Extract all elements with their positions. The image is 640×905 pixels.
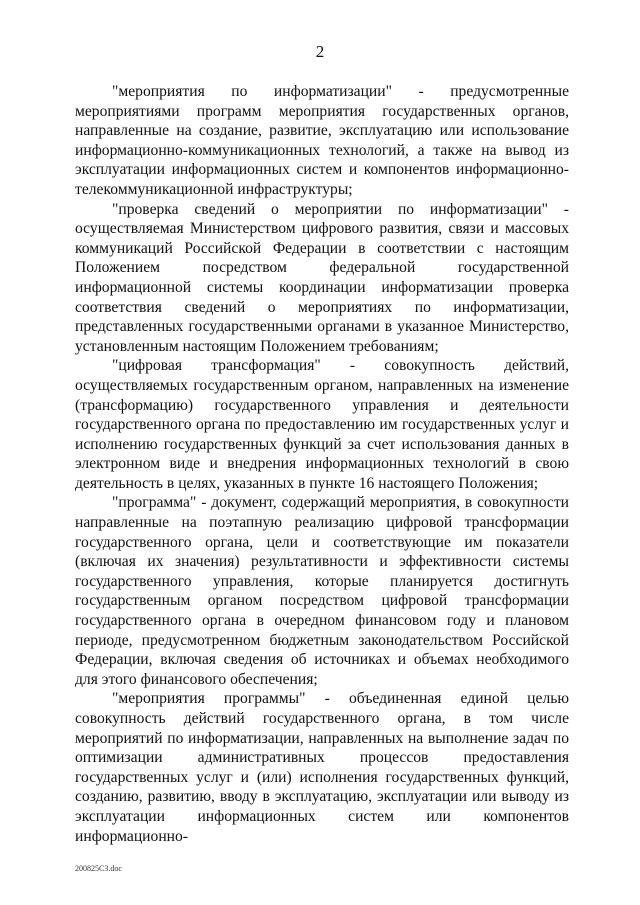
definition-paragraph-digital-transformation: "цифровая трансформация" - совокупность действий, осуществляемых государственным органом, направленных на изменение (трансформацию) государственного управления и деятельности государственного органа по предоставлению им государственных услуг и исполнению государственных функций за счет использования данных в электронном виде и внедрения информационных технологий в свою деятельность в целях, указанных в пункте 16 настоящего Положения;	[75, 357, 569, 492]
page-number: 2	[315, 42, 325, 61]
definition-paragraph-program: "программа" - документ, содержащий мероприятия, в совокупности направленные на поэтапную реализацию цифровой трансформации государственного органа, цели и соответствующие им показатели (включая их значения) результативности и эффективности системы государственного управления, которые планируется достигнуть государственным органом посредством цифровой трансформации государственного органа в очередном финансовом году и плановом периоде, предусмотренном бюджетным законодательством Российской Федерации, включая сведения об источниках и объемах необходимого для этого финансового обеспечения;	[75, 494, 569, 688]
footer-file-code: 200825C3.doc	[75, 864, 122, 873]
definition-paragraph-information-check: "проверка сведений о мероприятии по информатизации" - осуществляемая Министерством цифрового развития, связи и массовых коммуникаций Российской Федерации в соответствии с настоящим Положением посредством федеральной государственной информационной системы координации информатизации проверка соответствия сведений о мероприятиях по информатизации, представленных государственными органами в указанное Министерство, установленным настоящим Положением требованиям;	[75, 200, 569, 355]
definition-paragraph-program-measures: "мероприятия программы" - объединенная единой целью совокупность действий государственного органа, в том числе мероприятий по информатизации, направленных на выполнение задач по оптимизации административных процессов предоставления государственных услуг и (или) исполнения государственных функций, созданию, развитию, вводу в эксплуатацию, эксплуатации или выводу из эксплуатации информационных систем или компонентов информационно-	[75, 690, 569, 845]
document-body	[75, 82, 569, 846]
definition-paragraph-informatization-measures: "мероприятия по информатизации" - предусмотренные мероприятиями программ мероприятия государственных органов, направленные на создание, развитие, эксплуатацию или использование информационно-коммуникационных технологий, а также на вывод из эксплуатации информационных систем и компонентов информационно-телекоммуникационной инфраструктуры;	[75, 83, 569, 198]
